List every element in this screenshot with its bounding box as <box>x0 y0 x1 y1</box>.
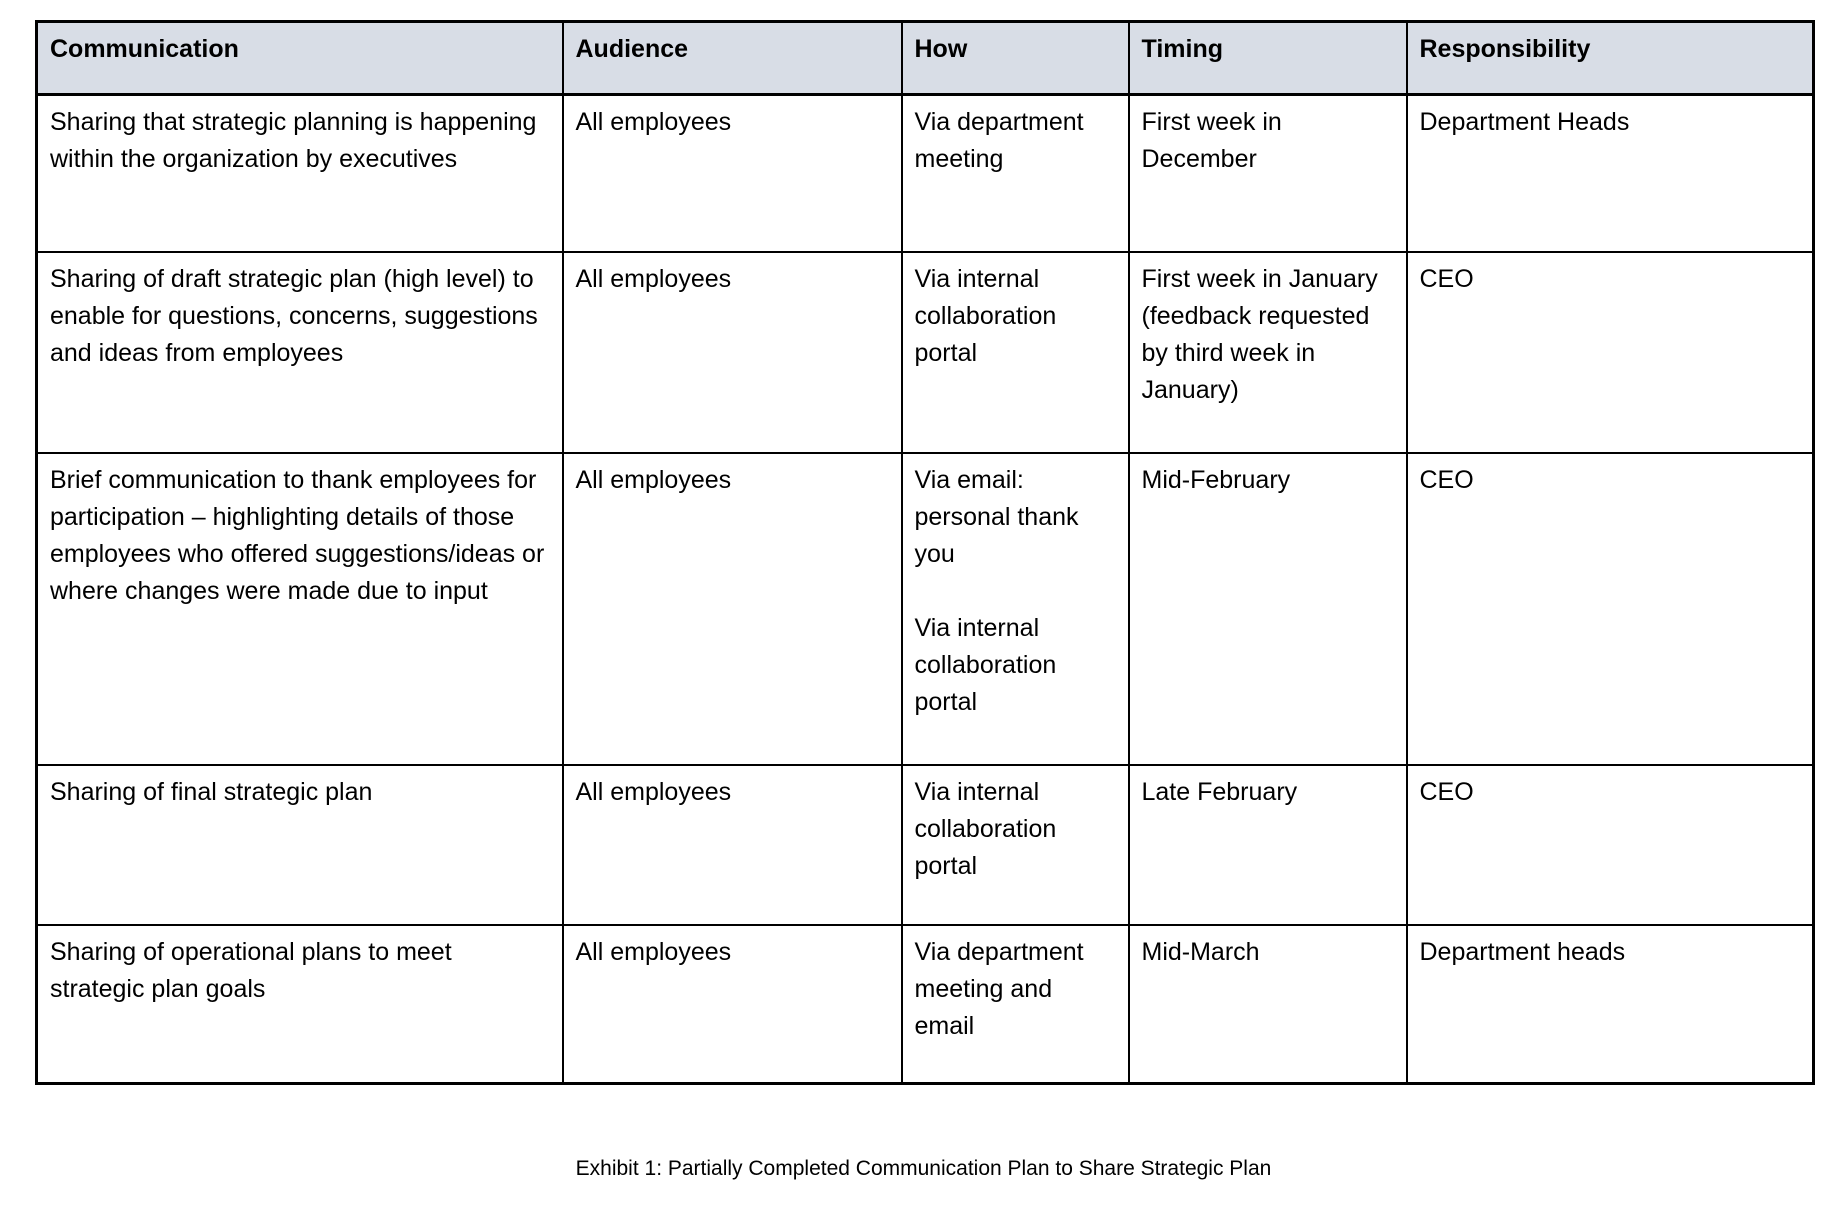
table-header <box>37 22 1814 95</box>
cell-paragraph: Via internal collaboration portal <box>914 613 1057 716</box>
cell-paragraph: First week in December <box>1141 108 1282 173</box>
cell-timing <box>1129 95 1407 252</box>
cell-audience <box>563 252 902 453</box>
table-row <box>37 925 1814 1084</box>
cell-paragraph: Via internal collaboration portal <box>914 777 1057 880</box>
cell-paragraph: All employees <box>575 777 732 806</box>
cell-timing <box>1129 765 1407 925</box>
cell-paragraph: First week in January (feedback requested by third week in January) <box>1141 264 1378 404</box>
table-body <box>37 95 1814 1084</box>
cell-communication <box>37 765 563 925</box>
cell-communication <box>37 252 563 453</box>
cell-responsibility <box>1407 453 1814 765</box>
cell-audience <box>563 453 902 765</box>
cell-communication <box>37 95 563 252</box>
cell-paragraph: Sharing of final strategic plan <box>50 777 373 806</box>
cell-communication <box>37 925 563 1084</box>
cell-how <box>902 252 1129 453</box>
cell-communication <box>37 453 563 765</box>
cell-paragraph: Via department meeting <box>914 108 1084 173</box>
cell-responsibility <box>1407 765 1814 925</box>
cell-paragraph: CEO <box>1419 777 1474 806</box>
cell-paragraph: Late February <box>1141 777 1298 806</box>
header-row <box>37 22 1814 95</box>
cell-paragraph: All employees <box>575 465 732 494</box>
cell-paragraph: Via email: personal thank you <box>914 465 1079 568</box>
cell-audience <box>563 95 902 252</box>
cell-paragraph: All employees <box>575 264 732 293</box>
table-row <box>37 95 1814 252</box>
cell-how <box>902 765 1129 925</box>
cell-how <box>902 453 1129 765</box>
document-page <box>35 20 1812 1183</box>
cell-paragraph: All employees <box>575 108 732 136</box>
cell-paragraph: Department Heads <box>1419 108 1630 136</box>
cell-audience <box>563 765 902 925</box>
cell-paragraph: Sharing that strategic planning is happening within the organization by executives <box>50 108 537 173</box>
cell-paragraph: CEO <box>1419 264 1474 293</box>
table-caption: Exhibit 1: Partially Completed Communication Plan to Share Strategic Plan <box>575 1157 1272 1180</box>
cell-paragraph: Department heads <box>1419 937 1626 966</box>
cell-how <box>902 95 1129 252</box>
cell-responsibility <box>1407 925 1814 1084</box>
cell-paragraph: Mid-February <box>1141 465 1291 494</box>
column-header-responsibility: Responsibility <box>1407 22 1814 95</box>
table-row <box>37 765 1814 925</box>
column-header-timing: Timing <box>1129 22 1407 95</box>
cell-timing <box>1129 925 1407 1084</box>
table-row <box>37 252 1814 453</box>
cell-paragraph: All employees <box>575 937 732 966</box>
table-row <box>37 453 1814 765</box>
cell-timing <box>1129 453 1407 765</box>
cell-responsibility <box>1407 95 1814 252</box>
cell-responsibility <box>1407 252 1814 453</box>
communication-plan-table <box>35 20 1815 1085</box>
cell-paragraph: Sharing of draft strategic plan (high level) to enable for questions, concerns, suggestions and ideas from employees <box>50 264 538 367</box>
cell-paragraph: Via internal collaboration portal <box>914 264 1057 367</box>
cell-paragraph: Mid-March <box>1141 937 1260 966</box>
cell-paragraph: Via department meeting and email <box>914 937 1084 1040</box>
column-header-audience: Audience <box>563 22 902 95</box>
column-header-how: How <box>902 22 1129 95</box>
cell-paragraph: CEO <box>1419 465 1474 494</box>
cell-timing <box>1129 252 1407 453</box>
cell-paragraph: Brief communication to thank employees for participation – highlighting details of those employees who offered suggestions/ideas or where changes were made due to input <box>50 465 545 605</box>
cell-paragraph: Sharing of operational plans to meet strategic plan goals <box>50 937 452 1003</box>
cell-how <box>902 925 1129 1084</box>
column-header-communication: Communication <box>37 22 563 95</box>
cell-audience <box>563 925 902 1084</box>
